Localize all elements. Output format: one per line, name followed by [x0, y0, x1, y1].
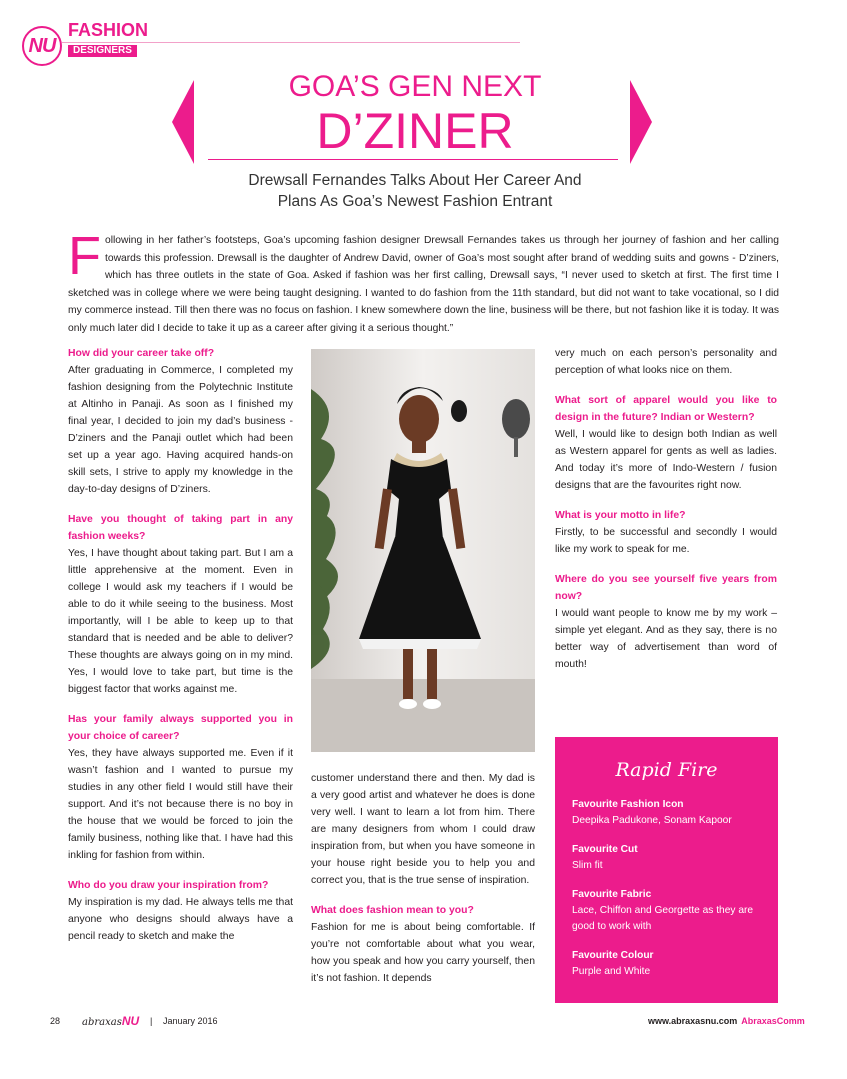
question: What does fashion mean to you?	[311, 905, 474, 916]
answer: Fashion for me is about being comfortable. If you’re not comfortable about what you wear, how you speak and how you carry yourself, then it’s not fashion. It depends	[311, 922, 535, 984]
question: Where do you see yourself five years from now?	[555, 574, 777, 602]
magazine-name: abraxas	[82, 1017, 122, 1028]
question: What sort of apparel would you like to design in the future? Indian or Western?	[555, 395, 777, 423]
website-link[interactable]: www.abraxasnu.com	[648, 1016, 738, 1026]
rapid-fire-value: Lace, Chiffon and Georgette as they are good to work with	[572, 905, 754, 932]
rapid-fire-label: Favourite Colour	[572, 950, 654, 961]
magazine-logo	[82, 1014, 139, 1028]
rapid-fire-value: Purple and White	[572, 966, 651, 977]
intro-text: ollowing in her father’s footsteps, Goa’s upcoming fashion designer Drewsall Fernandes takes us through her journey of fashion and her calling towards this profession. Drewsall is the daughter of Andrew David, owner of Goa’s most sought after brand of wedding suits and gowns - D’ziners, which has three outlets in the state of Goa. Asked if fashion was her first calling, Drewsall says, “I never used to sketch at first. The first time I sketched was in college where we were being taught designing. I wanted to do fashion from the 11th standard, but did not want to take vocational, so I did my commerce instead. Till then there was no focus on fashion. I knew somewhere down the line, business will be there, but not fashion like it is today. It was only much later did I decide to take it up as a career after giving it a serious thought.”	[68, 235, 779, 334]
rapid-fire-item	[572, 887, 767, 935]
left-arrow-icon	[172, 80, 194, 164]
page-number: 28	[50, 1016, 61, 1026]
answer: Yes, they have always supported me. Even if it wasn’t fashion and I wanted to pursue my studies in any other field I would still have their support. And it’s not because there is no boy in the house that we would be forced to join the family business, nothing like that. I have had this inkling for fashion from within.	[68, 748, 293, 861]
rapid-fire-title: Rapid Fire	[615, 759, 718, 781]
footer-separator: |	[150, 1016, 153, 1026]
subtitle-line1: Drewsall Fernandes Talks About Her Career And	[248, 172, 582, 189]
intro-paragraph	[68, 226, 779, 337]
headline-rule	[208, 159, 618, 160]
rapid-fire-item	[572, 842, 767, 874]
subtitle	[190, 170, 640, 212]
social-handle[interactable]: AbraxasComm	[741, 1016, 805, 1026]
designer-photo-illustration	[311, 349, 535, 752]
question: Who do you draw your inspiration from?	[68, 880, 269, 891]
rapid-fire-label: Favourite Cut	[572, 844, 638, 855]
rapid-fire-label: Favourite Fabric	[572, 889, 652, 900]
issue-date: January 2016	[163, 1016, 218, 1026]
answer: customer understand there and then. My dad is a very good artist and whatever he does is done very well. I want to learn a lot from him. There are many designers from whom I could draw inspiration from, but when you have someone in your house right beside you to help you and correct you, that is the true sense of inspiration.	[311, 773, 535, 886]
rapid-fire-box	[555, 737, 778, 1003]
answer: My inspiration is my dad. He always tells me that anyone who designs should always have a pencil ready to sketch and make the	[68, 897, 293, 942]
rapid-fire-label: Favourite Fashion Icon	[572, 799, 684, 810]
answer: Well, I would like to design both Indian as well as Western apparel for gents as well as ladies. And today it’s more of Indo-Western / fusion designs that are the favourites right now.	[555, 429, 777, 491]
question: Has your family always supported you in your choice of career?	[68, 714, 293, 742]
rapid-fire-list	[572, 797, 767, 993]
answer: I would want people to know me by my work – simple yet elegant. And as they say, there is no better way of advertisement than word of mouth!	[555, 608, 777, 670]
footer-website	[648, 1016, 805, 1026]
nu-logo-text: NU	[28, 34, 56, 57]
header-rule	[62, 42, 520, 43]
headline-line1: GOA’S GEN NEXT	[288, 70, 542, 103]
subtitle-line2: Plans As Goa’s Newest Fashion Entrant	[277, 193, 553, 210]
question: What is your motto in life?	[555, 510, 686, 521]
headline-line2: D’ZINER	[316, 103, 514, 159]
rapid-fire-item	[572, 948, 767, 980]
question: How did your career take off?	[68, 348, 215, 359]
rapid-fire-value: Deepika Padukone, Sonam Kapoor	[572, 815, 732, 826]
question: Have you thought of taking part in any fashion weeks?	[68, 514, 293, 542]
right-arrow-icon	[630, 80, 652, 164]
column-2	[311, 770, 535, 1000]
designer-photo	[311, 349, 535, 752]
answer: Yes, I have thought about taking part. But I am a little apprehensive at the moment. Even in college I would ask my teachers if I would be able to do it while seeing to the business. Most importantly, will I be able to keep up to that standard that is needed and be able to deliver? These thoughts are always going on in my mind. Yes, I would love to take part, but time is the biggest factor that works against me.	[68, 548, 293, 695]
column-1	[68, 345, 293, 958]
magazine-suffix: NU	[121, 1014, 140, 1028]
section-sublabel: DESIGNERS	[68, 45, 137, 57]
section-label: FASHION	[68, 20, 149, 40]
nu-logo	[22, 26, 62, 66]
rapid-fire-item	[572, 797, 767, 829]
drop-cap: F	[68, 226, 101, 286]
answer: Firstly, to be successful and secondly I would like my work to speak for me.	[555, 527, 777, 555]
rapid-fire-value: Slim fit	[572, 860, 603, 871]
answer: very much on each person’s personality and perception of what looks nice on them.	[555, 348, 777, 376]
column-3	[555, 345, 777, 686]
answer: After graduating in Commerce, I completed my fashion designing from the Polytechnic Institute at Altinho in Panaji. As soon as I finished my final year, I decided to join my dad’s business - D’ziners and the Panaji outlet which had been set up a year ago. Having acquired hands-on skill sets, I strive to apply my knowledge in the day-to-day designs of D’ziners.	[68, 365, 293, 495]
